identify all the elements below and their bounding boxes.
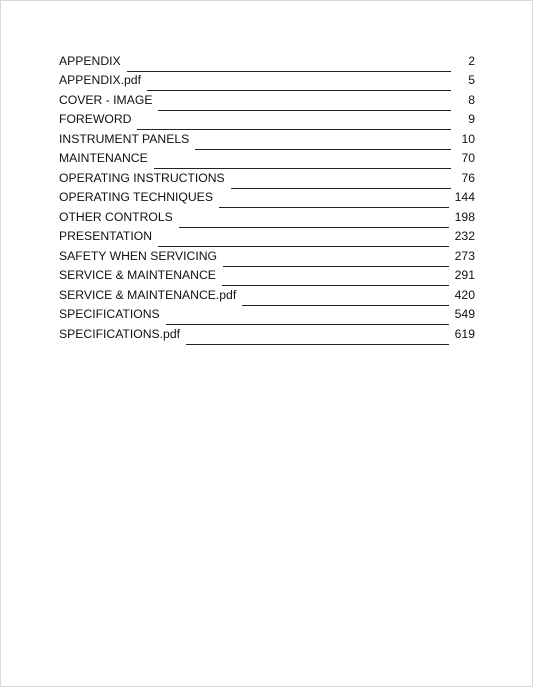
toc-entry[interactable] bbox=[59, 48, 475, 68]
toc-leader-line bbox=[166, 324, 449, 325]
toc-entry-title: OTHER CONTROLS bbox=[59, 209, 173, 224]
toc-entry-page: 144 bbox=[454, 190, 475, 204]
toc-entry-title: COVER - IMAGE bbox=[59, 92, 153, 107]
toc-entry-title: FOREWORD bbox=[59, 112, 132, 126]
toc-entry-page: 232 bbox=[454, 229, 475, 243]
toc-entry-page: 8 bbox=[468, 92, 475, 107]
toc-leader-line bbox=[223, 266, 449, 267]
toc-entry-page: 10 bbox=[461, 131, 475, 146]
toc-entry-title: INSTRUMENT PANELS bbox=[59, 131, 190, 146]
toc-entry-page: 5 bbox=[468, 73, 475, 87]
toc-entry-title: SAFETY WHEN SERVICING bbox=[59, 248, 218, 263]
toc-entry-title: PRESENTATION bbox=[59, 229, 152, 243]
toc-entry-title: SPECIFICATIONS bbox=[59, 307, 160, 321]
toc-entry-page: 549 bbox=[454, 307, 475, 321]
toc-entry-page: 9 bbox=[468, 112, 475, 126]
toc-leader-line bbox=[154, 168, 451, 169]
toc-leader-line bbox=[179, 227, 449, 228]
toc-entry-page: 70 bbox=[461, 151, 475, 165]
table-of-contents bbox=[59, 48, 475, 341]
toc-entry-title: APPENDIX.pdf bbox=[59, 73, 141, 87]
toc-entry-title: MAINTENANCE bbox=[59, 151, 148, 165]
toc-entry-page: 619 bbox=[454, 326, 475, 341]
toc-entry-page: 291 bbox=[454, 268, 475, 282]
toc-leader-line bbox=[186, 344, 449, 345]
toc-entry-page: 198 bbox=[454, 209, 475, 224]
toc-leader-line bbox=[219, 207, 449, 208]
toc-entry-title: OPERATING TECHNIQUES bbox=[59, 190, 213, 204]
toc-leader-line bbox=[147, 90, 451, 91]
toc-leader-line bbox=[158, 110, 451, 111]
toc-entry-page: 420 bbox=[454, 287, 475, 302]
toc-leader-line bbox=[158, 246, 449, 247]
toc-entry-page: 273 bbox=[454, 248, 475, 263]
toc-leader-line bbox=[242, 305, 448, 306]
toc-entry-title: SPECIFICATIONS.pdf bbox=[59, 326, 180, 341]
toc-entry-title: SERVICE & MAINTENANCE bbox=[59, 268, 216, 282]
toc-leader-line bbox=[195, 149, 451, 150]
toc-leader-line bbox=[127, 71, 451, 72]
toc-entry-title: APPENDIX bbox=[59, 53, 121, 68]
toc-leader-line bbox=[137, 129, 451, 130]
toc-leader-line bbox=[231, 188, 451, 189]
toc-entry-title: OPERATING INSTRUCTIONS bbox=[59, 170, 225, 185]
toc-entry-page: 2 bbox=[468, 53, 475, 68]
toc-entry-page: 76 bbox=[461, 170, 475, 185]
toc-entry-title: SERVICE & MAINTENANCE.pdf bbox=[59, 287, 237, 302]
toc-leader-line bbox=[222, 285, 449, 286]
